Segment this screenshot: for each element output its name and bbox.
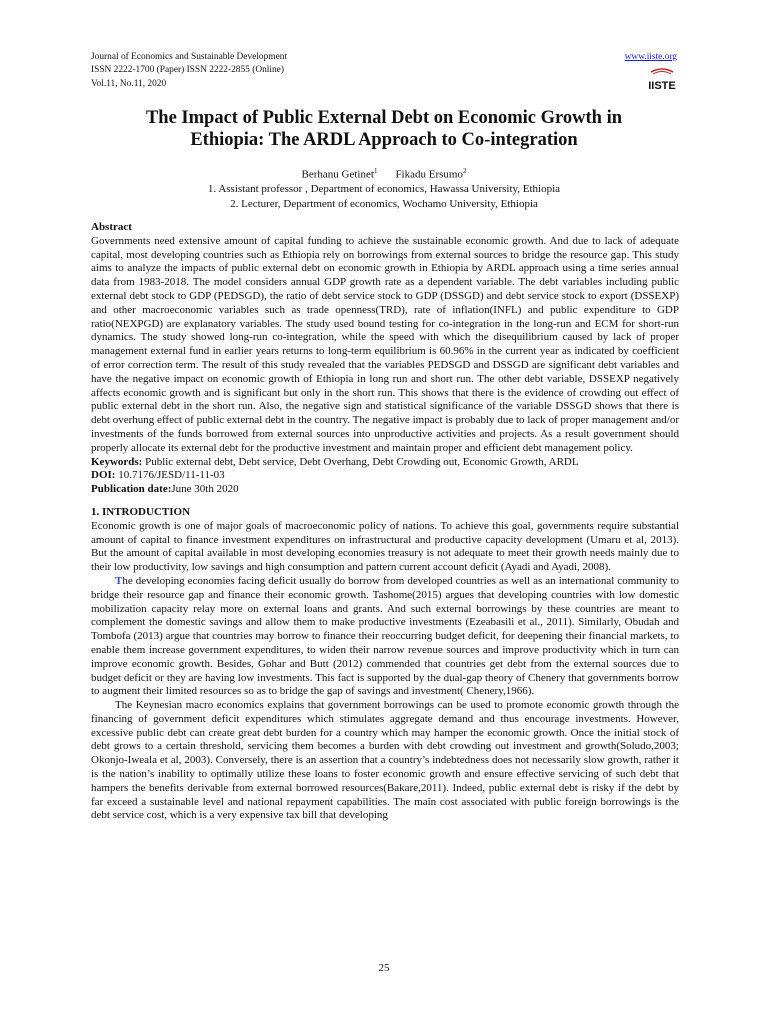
publication-date-value: June 30th 2020 bbox=[171, 483, 239, 496]
intro-paragraph-2-text: he developing economies facing deficit usually do borrow from developed countries as well as an international community to bridge their resource gap and finance their economic growth. Tashome(2015) argues that developing countries with low domestic mobilization capacity relay more on external loans and grants. And such external borrowings by these countries are meant to complement the domestic savings and allow them to make productive investments (Ezeabasili et al., 2011). Similarly, Obudah and Tombofa (2013) argue that countries may borrow to finance their reoccurring budget deficit, for deepening their financial markets, to enable them increase government expenditures, to widen their narrow revenue sources and improve productivity which in turn can improve economic growth. Besides, Gohar and Butt (2012) commended that countries get debt from the external sources due to budget deficit or they are having low investments. This fact is supported by the dual-gap theory of Chenery that governments borrow to augment their limited resources so as to bridge the gap of savings and investment( Chenery,1966). bbox=[91, 574, 679, 698]
author-2-sup: 2 bbox=[462, 167, 467, 175]
keywords-label: Keywords: bbox=[91, 455, 143, 468]
abstract-heading: Abstract bbox=[91, 221, 132, 233]
paper-title bbox=[91, 107, 677, 151]
author-names bbox=[91, 164, 677, 182]
intro-paragraph-3: The Keynesian macro economics explains that government borrowings can be used to promote economic growth through the financing of government deficit expenditures which stimulates aggregate demand and thus encourage investments. However, excessive public debt can create great debt burden for a country which may hamper the economic growth. Once the initial stock of debt grows to a certain threshold, servicing them becomes a burden with debt crowding out investment and growth(Soludo,2003; Okonjo-Iweala et al, 2003). Conversely, there is an assertion that a country’s indebtedness does not necessarily slow growth, rather it is the nation’s inability to optimally utilize these loans to foster economic growth and ensure effective servicing of such debt that hampers the benefits derivable from external borrowed resources(Bakare,2011). Indeed, public external debt is risky if the debt by far exceed a sustainable level and national repayment capabilities. The main cost associated with public foreign borrowings is the debt service cost, which is a very expensive tax bill that developing bbox=[91, 699, 679, 822]
keywords-line bbox=[91, 456, 679, 470]
journal-name: Journal of Economics and Sustainable Development bbox=[91, 52, 288, 62]
author-block bbox=[91, 164, 677, 211]
publication-date-label: Publication date: bbox=[91, 483, 172, 496]
article-body bbox=[91, 221, 679, 823]
author-2: Fikadu Ersumo bbox=[395, 168, 463, 181]
keywords-value: Public external debt, Debt service, Debt Overhang, Debt Crowding out, Economic Growth, ARDL bbox=[142, 455, 579, 468]
introduction-heading: 1. INTRODUCTION bbox=[91, 505, 191, 518]
title-line-1: The Impact of Public External Debt on Economic Growth in bbox=[145, 108, 623, 128]
affiliation-2: 2. Lecturer, Department of economics, Wochamo University, Ethiopia bbox=[230, 197, 538, 210]
doi-label: DOI: bbox=[91, 469, 116, 482]
title-line-2: Ethiopia: The ARDL Approach to Co-integration bbox=[190, 130, 578, 150]
issn-line: ISSN 2222-1700 (Paper) ISSN 2222-2855 (Online) bbox=[91, 65, 284, 76]
affiliation-1: 1. Assistant professor , Department of economics, Hawassa University, Ethiopia bbox=[207, 183, 561, 196]
doi-line bbox=[91, 469, 679, 483]
paragraph-initial-letter: T bbox=[115, 574, 123, 587]
abstract-text: Governments need extensive amount of capital funding to achieve the sustainable economic growth. And due to lack of adequate capital, most developing countries such as Ethiopia rely on borrowings from external sources to bridge the resource gap. This study aims to analyze the impacts of public external debt on economic growth in Ethiopia by ARDL approach using a time series annual data from 1983-2018. The model considers annual GDP growth rate as a dependent variable. The debt variables including public external debt stock to GDP (PEDSGD), the ratio of debt service stock to GDP (DSSGD) and debt service stock to export (DSSEXP) and other macroeconomic variables such as trade openness(TRD), rate of inflation(INFL) and public expenditure to GDP ratio(NEXPGD) are explanatory variables. The study used bound testing for co-integration in the long-run and ECM for short-run dynamics. The study showed long-run co-integration, while the speed with which the disequilibrium caused by lack of proper management external fund in earlier years returns to long-term equilibrium is 60.96% in the current year as indicated by coefficient of error correction term. The result of this study revealed that the variables PEDSGD and DSSGD are significant debt variables and have the negative impact on economic growth of Ethiopia in long run and short run. The other debt variable, DSSEXP negatively affects economic growth and is significant but only in the short run. This shows that there is the evidence of crowding out effect of public external debt in the short run. Also, the negative sign and statistical significance of the variable DSSGD shows that there is debt overhung effect of public external debt in the country. The negative impact is probably due to lack of proper management and/or investments of the funds borrowed from external sources into unproductive activities and projects. As a result government should properly allocate its external debt for the productive investment and maintain proper and efficient debt management policy. bbox=[91, 234, 679, 454]
publication-date-line bbox=[91, 483, 679, 497]
journal-url-link[interactable]: www.iiste.org bbox=[624, 52, 677, 62]
author-1: Berhanu Getinet bbox=[301, 168, 374, 181]
running-header bbox=[91, 51, 677, 91]
intro-paragraph-1: Economic growth is one of major goals of macroeconomic policy of nations. To achieve this goal, governments require substantial amount of capital to finance investment expenditures on infrastructural and productive capacity development (Umaru et al, 2013). But the amount of capital available in most developing economies treasury is not adequate to meet their growth needs mainly due to their low productivity, low savings and high consumption and pattern current account deficit (Ayadi and Ayadi, 2008). bbox=[91, 519, 679, 574]
page-number: 25 bbox=[378, 962, 390, 974]
iiste-logo-icon bbox=[647, 68, 677, 92]
doi-value[interactable]: 10.7176/JESD/11-11-03 bbox=[115, 469, 225, 482]
author-1-sup: 1 bbox=[373, 167, 378, 175]
svg-text:IISTE: IISTE bbox=[648, 80, 676, 92]
intro-paragraph-2 bbox=[91, 575, 679, 699]
volume-line: Vol.11, No.11, 2020 bbox=[91, 78, 167, 89]
